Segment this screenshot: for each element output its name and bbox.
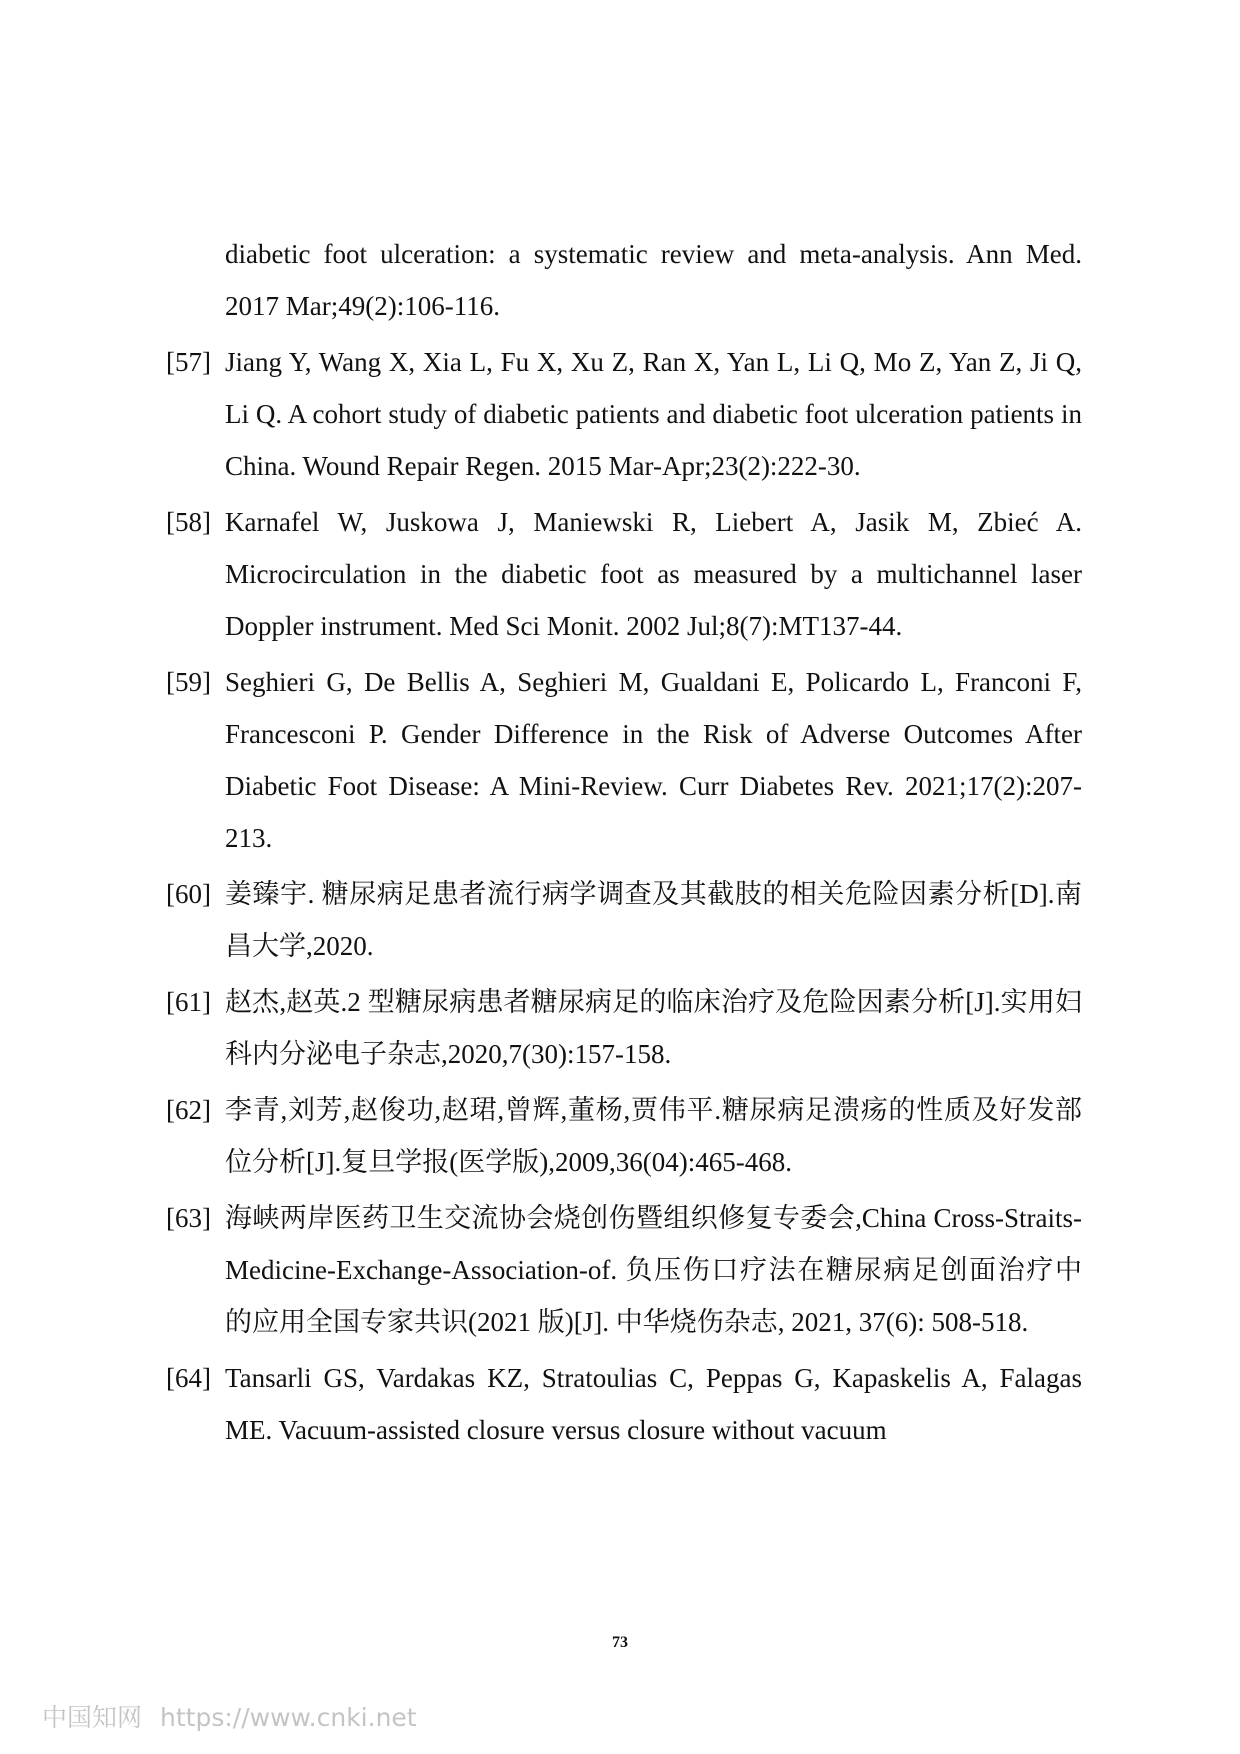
reference-number: [60] [166, 879, 211, 909]
reference-item [166, 228, 1082, 332]
reference-item [166, 868, 1082, 972]
reference-text: Karnafel W, Juskowa J, Maniewski R, Liebert A, Jasik M, Zbieć A. Microcirculation in the diabetic foot as measured by a multichannel laser Doppler instrument. Med Sci Monit. 2002 Jul;8(7):MT137-44. [225, 507, 1082, 641]
reference-text: Seghieri G, De Bellis A, Seghieri M, Gualdani E, Policardo L, Franconi F, Francesconi P. Gender Difference in the Risk of Adverse Outcomes After Diabetic Foot Disease: A Mini-Review. Curr Diabetes Rev. 2021;17(2):207-213. [225, 667, 1082, 853]
reference-item [166, 336, 1082, 492]
reference-text: 海峡两岸医药卫生交流协会烧创伤暨组织修复专委会,China Cross-Straits-Medicine-Exchange-Association-of. 负压伤口疗法在糖尿病足创面治疗中的应用全国专家共识(2021 版)[J]. 中华烧伤杂志, 2021, 37(6): 508-518. [225, 1203, 1082, 1337]
reference-number: [64] [166, 1363, 211, 1393]
reference-number: [58] [166, 507, 211, 537]
reference-item [166, 1352, 1082, 1456]
reference-item [166, 976, 1082, 1080]
reference-list [166, 228, 1082, 1460]
page-number: 73 [612, 1634, 628, 1651]
watermark-url: https://www.cnki.net [160, 1703, 417, 1732]
reference-number: [62] [166, 1095, 211, 1125]
reference-item [166, 656, 1082, 864]
reference-text: Tansarli GS, Vardakas KZ, Stratoulias C, Peppas G, Kapaskelis A, Falagas ME. Vacuum-assisted closure versus closure without vacuum [225, 1363, 1082, 1445]
reference-item [166, 1084, 1082, 1188]
reference-text: 赵杰,赵英.2 型糖尿病患者糖尿病足的临床治疗及危险因素分析[J].实用妇科内分泌电子杂志,2020,7(30):157-158. [225, 987, 1082, 1069]
watermark [42, 1698, 417, 1734]
reference-number: [57] [166, 347, 211, 377]
watermark-brand: 中国知网 [42, 1703, 143, 1732]
reference-item [166, 1192, 1082, 1348]
reference-text: 姜臻宇. 糖尿病足患者流行病学调查及其截肢的相关危险因素分析[D].南昌大学,2020. [225, 879, 1082, 961]
reference-text: diabetic foot ulceration: a systematic review and meta-analysis. Ann Med. 2017 Mar;49(2):106-116. [225, 239, 1082, 321]
reference-item [166, 496, 1082, 652]
reference-number: [61] [166, 987, 211, 1017]
reference-text: Jiang Y, Wang X, Xia L, Fu X, Xu Z, Ran X, Yan L, Li Q, Mo Z, Yan Z, Ji Q, Li Q. A cohort study of diabetic patients and diabetic foot ulceration patients in China. Wound Repair Regen. 2015 Mar-Apr;23(2):222-30. [225, 347, 1082, 481]
reference-text: 李青,刘芳,赵俊功,赵珺,曾辉,董杨,贾伟平.糖尿病足溃疡的性质及好发部位分析[J].复旦学报(医学版),2009,36(04):465-468. [225, 1095, 1082, 1177]
reference-number: [63] [166, 1203, 211, 1233]
reference-number: [59] [166, 667, 211, 697]
